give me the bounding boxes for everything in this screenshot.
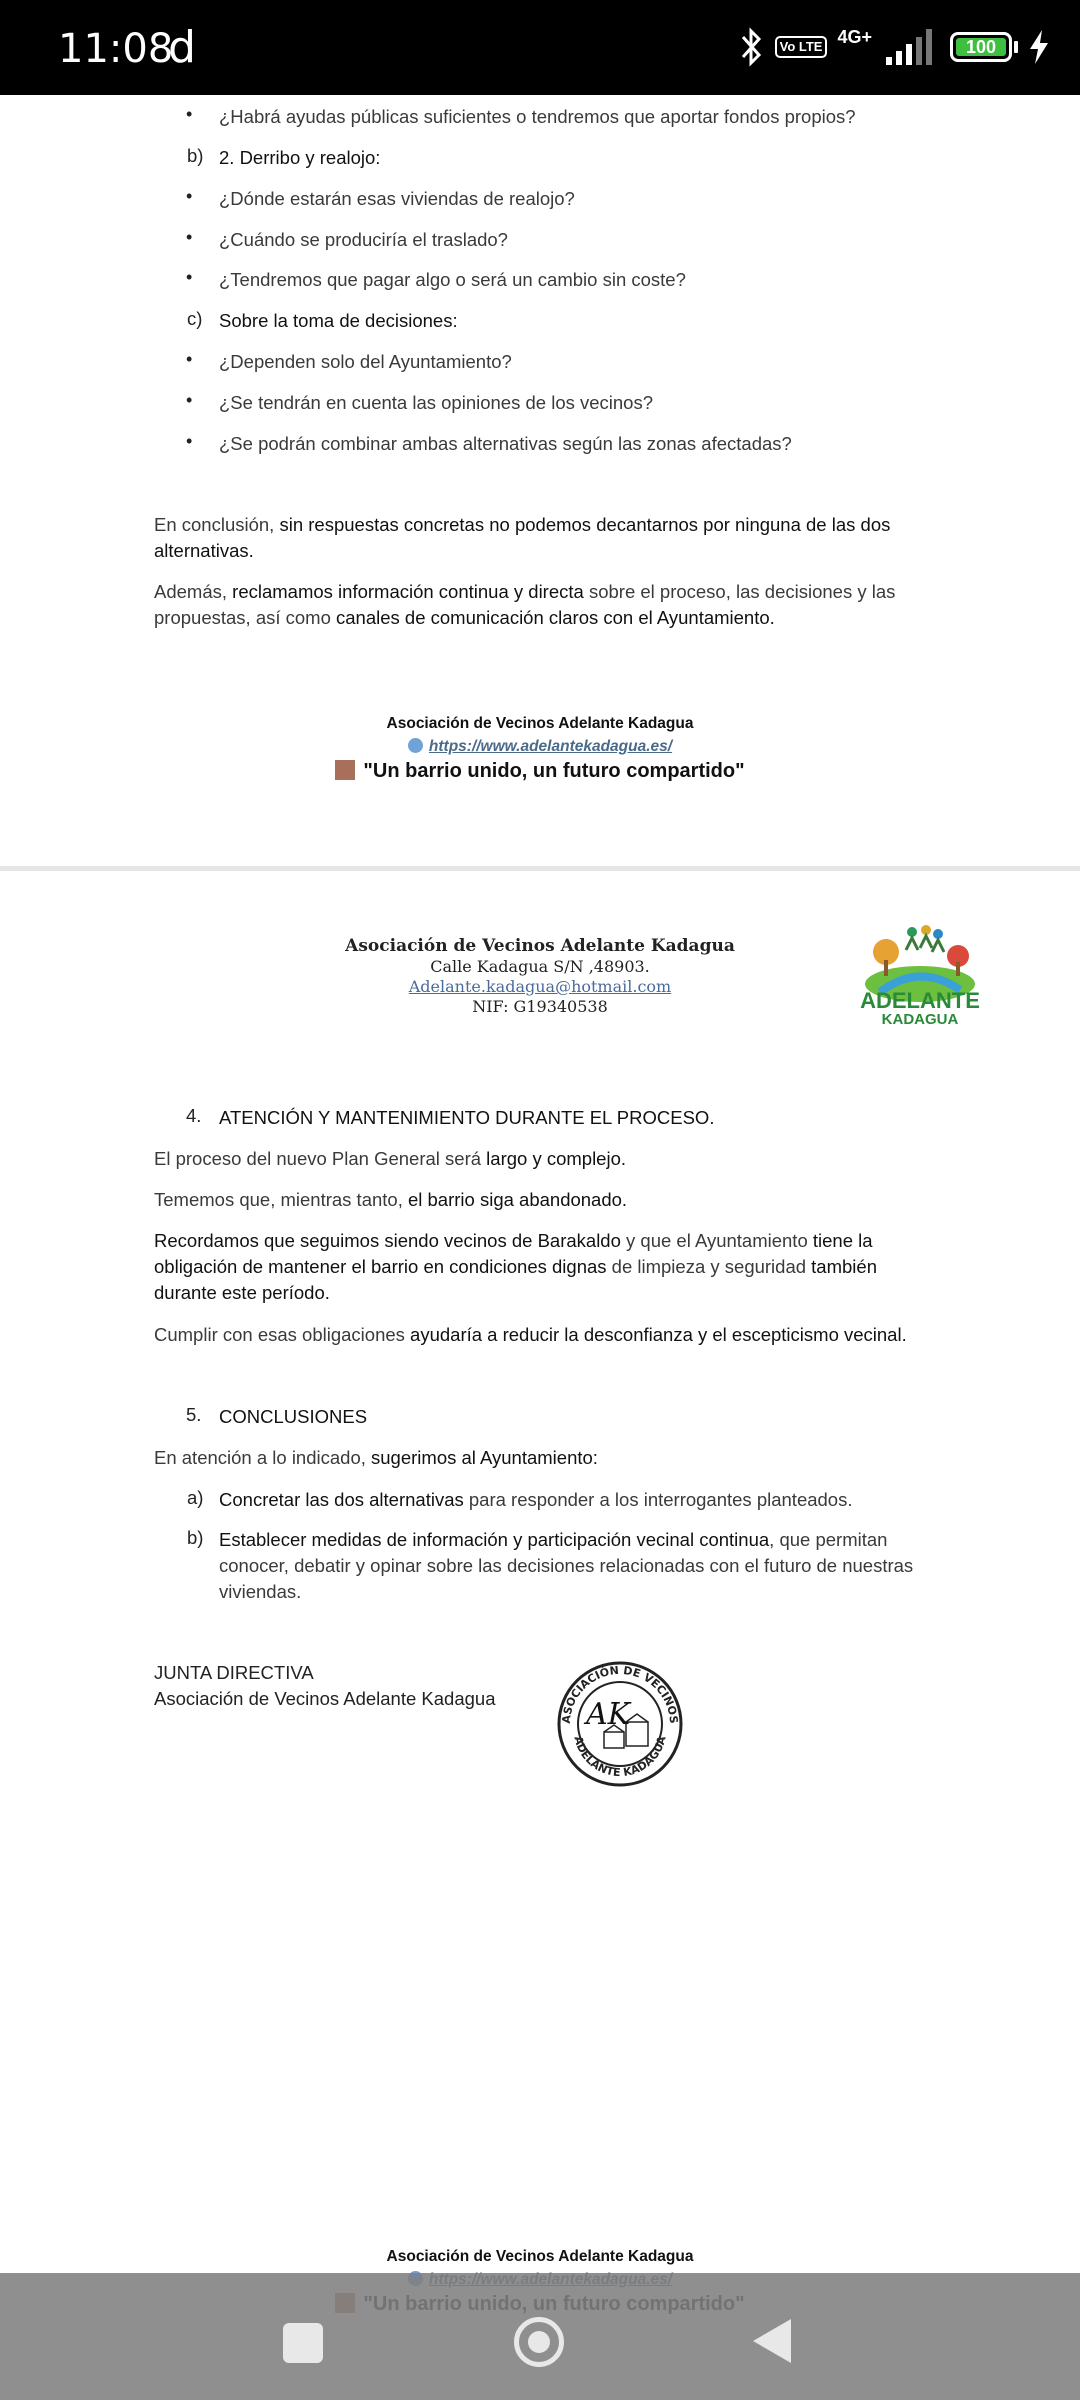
volte-icon: Vo LTE	[775, 36, 828, 58]
section-title: CONCLUSIONES	[219, 1406, 368, 1427]
page-divider	[0, 866, 1080, 871]
footer-motto: "Un barrio unido, un futuro compartido"	[0, 760, 1080, 783]
list-item: ¿Habrá ayudas públicas suficientes o tendremos que aportar fondos propios?	[219, 106, 856, 127]
letterhead-name: Asociación de Vecinos Adelante Kadagua	[345, 936, 735, 956]
section-number: 5.	[186, 1404, 202, 1425]
association-logo	[860, 922, 980, 1027]
signature-association: Asociación de Vecinos Adelante Kadagua	[154, 1688, 496, 1709]
footer-website-link[interactable]: https://www.adelantekadagua.es/	[0, 738, 1080, 756]
recents-button[interactable]	[283, 2323, 323, 2363]
network-type: 4G+	[837, 26, 872, 47]
list-label: b)	[187, 1527, 204, 1548]
bullet-icon: •	[186, 186, 193, 206]
bluetooth-icon	[737, 25, 765, 69]
subsection-title: Sobre la toma de decisiones:	[219, 310, 458, 331]
signature-title: JUNTA DIRECTIVA	[154, 1662, 314, 1683]
section-title: ATENCIÓN Y MANTENIMIENTO DURANTE EL PROCESO.	[219, 1107, 715, 1128]
logo-line1: ADELANTE	[860, 988, 980, 1013]
letterhead-nif: NIF: G19340538	[472, 997, 608, 1016]
stamp-text	[556, 1660, 684, 1788]
paragraph: El proceso del nuevo Plan General será largo y complejo.	[154, 1148, 627, 1169]
home-button[interactable]	[514, 2317, 564, 2367]
paragraph: En atención a lo indicado, sugerimos al Ayuntamiento:	[154, 1447, 598, 1468]
list-label: c)	[187, 308, 203, 329]
list-item: ¿Dependen solo del Ayuntamiento?	[219, 351, 512, 372]
footer-association-name: Asociación de Vecinos Adelante Kadagua	[386, 2248, 694, 2265]
list-item: ¿Se tendrán en cuenta las opiniones de los vecinos?	[219, 392, 654, 413]
bullet-icon: •	[186, 349, 193, 369]
list-item: ¿Se podrán combinar ambas alternativas según las zonas afectadas?	[219, 433, 792, 454]
paragraph: Cumplir con esas obligaciones ayudaría a reducir la desconfianza y el escepticismo vecinal.	[154, 1324, 907, 1345]
signal-icon	[882, 27, 940, 67]
bullet-icon: •	[186, 431, 193, 451]
app-notification-icon: d	[168, 22, 196, 73]
navigation-bar	[0, 2273, 1080, 2400]
charging-icon	[1028, 30, 1050, 64]
list-label: a)	[187, 1487, 204, 1508]
status-time: 11:08	[58, 26, 174, 72]
association-stamp	[556, 1660, 684, 1788]
list-item: ¿Dónde estarán esas viviendas de realojo?	[219, 188, 575, 209]
battery-icon	[950, 32, 1018, 62]
section-number: 4.	[186, 1105, 202, 1126]
status-bar	[0, 0, 1080, 95]
list-label: b)	[187, 145, 204, 166]
status-icons	[737, 22, 1050, 72]
back-button[interactable]	[753, 2319, 791, 2363]
footer-association-name: Asociación de Vecinos Adelante Kadagua	[386, 715, 694, 732]
svg-text:ADELANTE KADAGUA	[571, 1734, 668, 1779]
bullet-icon: •	[186, 267, 193, 287]
subsection-title: 2. Derribo y realojo:	[219, 147, 381, 168]
list-item: ¿Tendremos que pagar algo o será un cambio sin coste?	[219, 269, 686, 290]
letterhead-address: Calle Kadagua S/N ,48903.	[430, 957, 650, 976]
list-item: Concretar las dos alternativas para responder a los interrogantes planteados.	[219, 1489, 853, 1510]
bullet-icon: •	[186, 104, 193, 124]
stamp-mark: AK	[585, 1697, 631, 1732]
globe-icon	[408, 738, 423, 753]
logo-line2: KADAGUA	[881, 1011, 959, 1028]
stamp-top-text: ASOCIACIÓN DE VECINOS	[559, 1663, 681, 1725]
list-item: ¿Cuándo se produciría el traslado?	[219, 229, 508, 250]
bullet-icon: •	[186, 390, 193, 410]
paragraph: Tememos que, mientras tanto, el barrio siga abandonado.	[154, 1189, 628, 1210]
square-bullet-icon	[335, 760, 355, 780]
list-item: Establecer medidas de información y participación vecinal continua, que permitan conocer, debatir y opinar sobre las decisiones relacionadas con el futuro de nuestras viviendas.	[219, 1529, 914, 1602]
demand-paragraph: Además, reclamamos información continua y directa sobre el proceso, las decisiones y las propuestas, así como canales de comunicación claros con el Ayuntamiento.	[154, 581, 896, 628]
battery-level: 100	[956, 38, 1006, 56]
paragraph: Recordamos que seguimos siendo vecinos de Barakaldo y que el Ayuntamiento tiene la obligación de mantener el barrio en condiciones dignas de limpieza y seguridad también durante este período.	[154, 1230, 877, 1303]
stamp-bottom-text: ADELANTE KADAGUA	[571, 1734, 669, 1780]
letterhead-email[interactable]: Adelante.kadagua@hotmail.com	[408, 977, 672, 996]
conclusion-paragraph: En conclusión, sin respuestas concretas no podemos decantarnos por ninguna de las dos alternativas.	[154, 514, 891, 561]
bullet-icon: •	[186, 227, 193, 247]
